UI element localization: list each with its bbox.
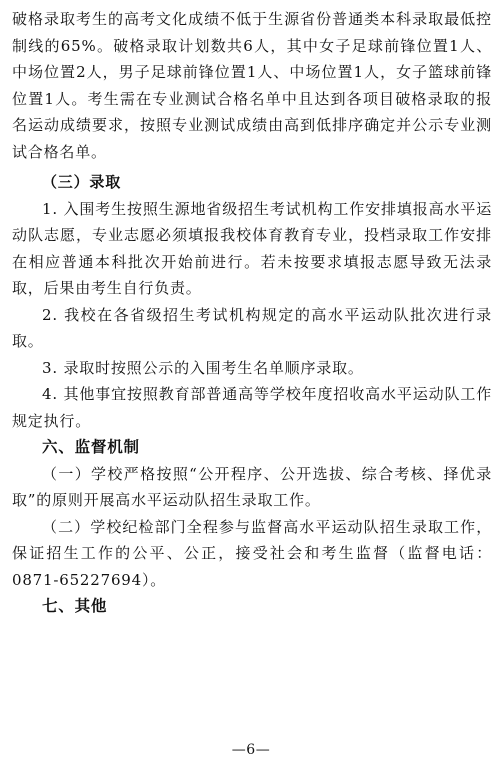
admission-item-2: 2. 我校在各省级招生考试机构规定的高水平运动队批次进行录取。 — [12, 305, 492, 350]
subsection-heading-admission: （三）录取 — [42, 173, 122, 191]
supervision-item-1: （一）学校严格按照“公开程序、公开选拔、综合考核、择优录取”的原则开展高水平运动队招生录取工作。 — [12, 464, 492, 509]
section-heading-supervision: 六、监督机制 — [42, 438, 140, 456]
admission-exception-paragraph: 破格录取考生的高考文化成绩不低于生源省份普通类本科录取最低控制线的65%。破格录取计划数共6人，其中女子足球前锋位置1人、中场位置2人，男子足球前锋位置1人、中场位置1人，女子篮球前锋位置1人。考生需在专业测试合格名单中且达到各项目破格录取的报名运动成绩要求，按照专业测试成绩由高到低排序确定并公示专业测试合格名单。 — [12, 10, 492, 161]
supervision-item-2: （二）学校纪检部门全程参与监督高水平运动队招生录取工作，保证招生工作的公平、公正，接受社会和考生监督（监督电话：0871-65227694）。 — [12, 517, 492, 589]
admission-item-4: 4. 其他事宜按照教育部普通高等学校年度招收高水平运动队工作规定执行。 — [12, 385, 492, 430]
section-heading-other: 七、其他 — [42, 597, 108, 615]
admission-item-3: 3. 录取时按照公示的入围考生名单顺序录取。 — [42, 358, 364, 377]
admission-item-1: 1. 入围考生按照生源地省级招生考试机构工作安排填报高水平运动队志愿，专业志愿必须填报我校体育教育专业，投档录取工作安排在相应普通本科批次开始前进行。若未按要求填报志愿导致无法录取，后果由考生自行负责。 — [12, 199, 492, 297]
page-number: —6— — [231, 742, 271, 758]
document-body — [12, 6, 492, 620]
